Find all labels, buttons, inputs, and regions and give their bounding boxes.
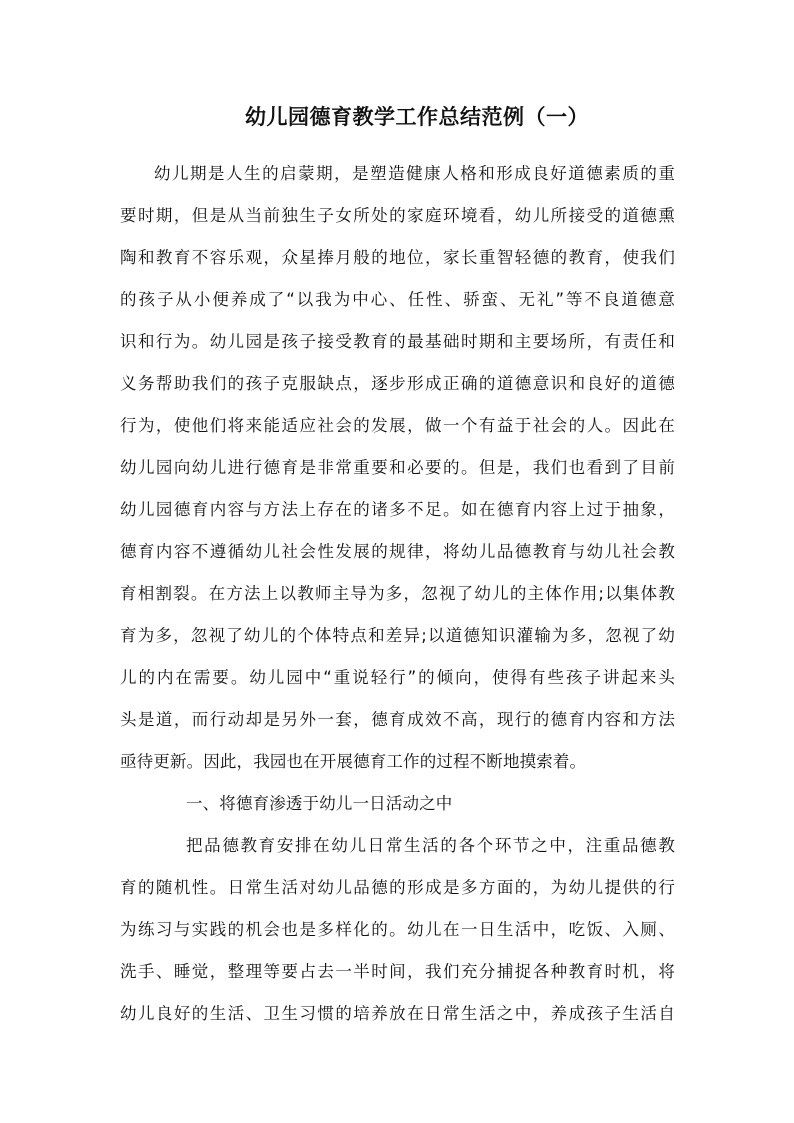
- paragraph-line: 的孩子从小便养成了“以我为中心、任性、骄蛮、无礼”等不良道德意: [120, 290, 675, 309]
- paragraph-line: 把品德教育安排在幼儿日常生活的各个环节之中，注重品德教: [186, 836, 675, 855]
- paragraph-line: 育的随机性。日常生活对幼儿品德的形成是多方面的，为幼儿提供的行: [120, 878, 675, 897]
- paragraph-line: 头是道，而行动却是另外一套，德育成效不高，现行的德育内容和方法: [120, 710, 675, 729]
- section-heading: 一、将德育渗透于幼儿一日活动之中: [186, 794, 453, 813]
- paragraph-line: 德育内容不遵循幼儿社会性发展的规律，将幼儿品德教育与幼儿社会教: [120, 542, 675, 561]
- document-title: 幼儿园德育教学工作总结范例（一）: [245, 105, 589, 129]
- paragraph-line: 育相割裂。在方法上以教师主导为多，忽视了幼儿的主体作用;以集体教: [120, 584, 675, 603]
- paragraph-line: 育为多，忽视了幼儿的个体特点和差异;以道德知识灌输为多，忽视了幼: [120, 626, 675, 645]
- paragraph-line: 为练习与实践的机会也是多样化的。幼儿在一日生活中，吃饭、入厕、: [120, 920, 675, 939]
- paragraph-line: 要时期，但是从当前独生子女所处的家庭环境看，幼儿所接受的道德熏: [120, 206, 675, 225]
- paragraph-line: 儿的内在需要。幼儿园中“重说轻行”的倾向，使得有些孩子讲起来头: [120, 668, 675, 687]
- paragraph-line: 识和行为。幼儿园是孩子接受教育的最基础时期和主要场所，有责任和: [120, 332, 675, 351]
- paragraph-line: 幼儿园德育内容与方法上存在的诸多不足。如在德育内容上过于抽象，: [120, 500, 675, 519]
- paragraph-line: 幼儿期是人生的启蒙期，是塑造健康人格和形成良好道德素质的重: [154, 164, 675, 183]
- paragraph-line: 行为，使他们将来能适应社会的发展，做一个有益于社会的人。因此在: [120, 416, 675, 435]
- paragraph-line: 陶和教育不容乐观，众星捧月般的地位，家长重智轻德的教育，使我们: [120, 248, 675, 267]
- paragraph-line: 亟待更新。因此，我园也在开展德育工作的过程不断地摸索着。: [120, 752, 587, 771]
- paragraph-line: 幼儿良好的生活、卫生习惯的培养放在日常生活之中，养成孩子生活自: [120, 1004, 675, 1023]
- paragraph-line: 义务帮助我们的孩子克服缺点，逐步形成正确的道德意识和良好的道德: [120, 374, 675, 393]
- paragraph-line: 洗手、睡觉，整理等要占去一半时间，我们充分捕捉各种教育时机，将: [120, 962, 675, 981]
- paragraph-line: 幼儿园向幼儿进行德育是非常重要和必要的。但是，我们也看到了目前: [120, 458, 675, 477]
